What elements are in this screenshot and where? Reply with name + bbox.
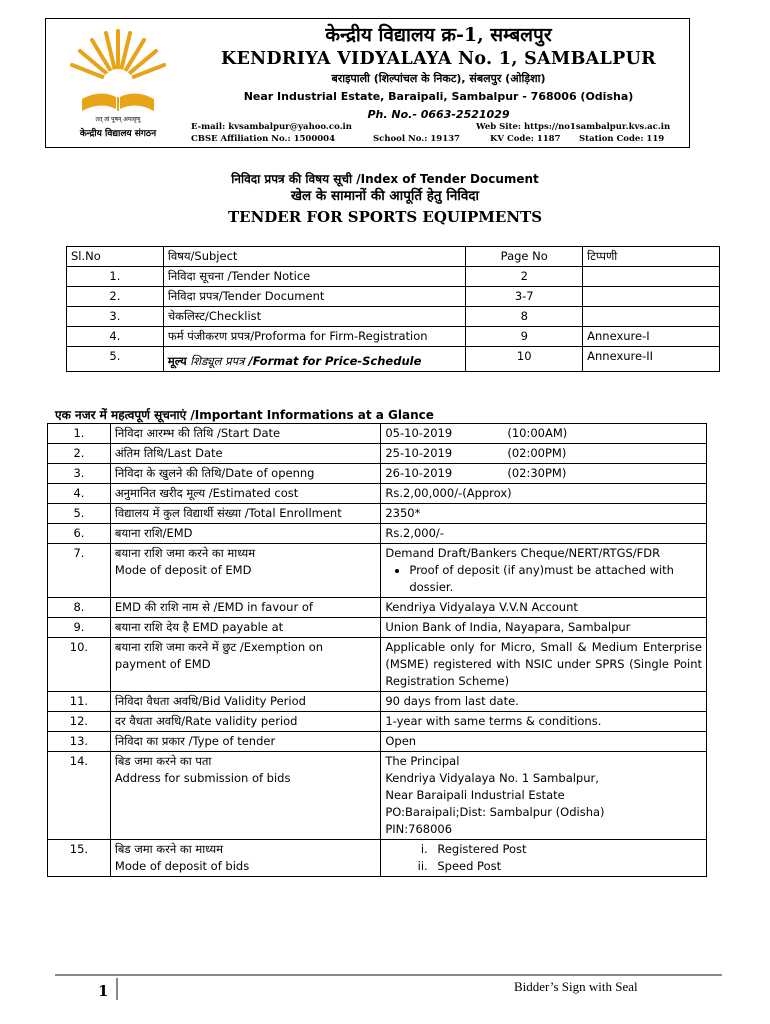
last-date: 25-10-2019: [385, 446, 453, 460]
header-subject: विषय/Subject: [163, 247, 466, 267]
table-row: [48, 544, 707, 598]
row-subject: [163, 347, 466, 372]
glance-table: [47, 423, 707, 877]
list-item: i. Registered Post: [431, 841, 702, 858]
school-phone: Ph. No.- 0663-2521029: [367, 108, 510, 121]
row-number: 13.: [48, 732, 111, 752]
label-hindi: बयाना राशि जमा करने का माध्यम: [114, 546, 256, 560]
row-label: बयाना राशि देय है EMD payable at: [110, 618, 380, 638]
footer-divider: [55, 974, 722, 976]
table-row: [48, 524, 707, 544]
bidder-signature-label: Bidder’s Sign with Seal: [514, 979, 638, 994]
row-number: 6.: [48, 524, 111, 544]
opening-time: (02:30PM): [507, 466, 567, 480]
subject-format: /Format for Price-Schedule: [244, 354, 422, 368]
row-value: [381, 444, 707, 464]
page-number-divider: [116, 978, 118, 1000]
row-number: 5.: [48, 504, 111, 524]
address-line: Near Baraipali Industrial Estate: [385, 788, 565, 802]
table-row: [48, 840, 707, 877]
school-hindi-address: बराइपाली (शिल्पांचल के निकट), संबलपुर (ओड़िशा): [331, 72, 546, 85]
index-heading: निविदा प्रपत्र की विषय सूची /Index of Tender Document: [231, 172, 539, 186]
school-english-address: Near Industrial Estate, Baraipali, Sambalpur - 768006 (Odisha): [243, 90, 634, 103]
opening-date: 26-10-2019: [385, 466, 453, 480]
emd-modes: Demand Draft/Bankers Cheque/NERT/RTGS/FDR: [385, 546, 661, 560]
school-english-title: KENDRIYA VIDYALAYA No. 1, SAMBALPUR: [220, 49, 657, 69]
letterhead: [45, 18, 690, 148]
row-label: [110, 752, 380, 840]
label-english: Mode of deposit of bids: [114, 859, 250, 873]
address-line: Kendriya Vidyalaya No. 1 Sambalpur,: [385, 771, 599, 785]
table-row: [48, 712, 707, 732]
row-value: [381, 544, 707, 598]
start-date: 05-10-2019: [385, 426, 453, 440]
row-number: 3.: [67, 307, 164, 327]
row-label: अनुमानित खरीद मूल्य /Estimated cost: [110, 484, 380, 504]
row-label: निविदा वैधता अवधि/Bid Validity Period: [110, 692, 380, 712]
row-label: निविदा का प्रकार /Type of tender: [110, 732, 380, 752]
address-line: The Principal: [385, 754, 460, 768]
row-subject: निविदा प्रपत्र/Tender Document: [163, 287, 466, 307]
row-value: Rs.2,00,000/-(Approx): [381, 484, 707, 504]
row-value: Open: [381, 732, 707, 752]
table-row: [48, 598, 707, 618]
row-value: [381, 424, 707, 444]
row-number: 3.: [48, 464, 111, 484]
table-row: [48, 752, 707, 840]
table-row: [48, 504, 707, 524]
table-row: [48, 618, 707, 638]
address-line: PO:Baraipali;Dist: Sambalpur (Odisha): [385, 805, 605, 819]
row-number: 1.: [48, 424, 111, 444]
start-time: (10:00AM): [507, 426, 568, 440]
row-number: 8.: [48, 598, 111, 618]
row-label: विद्यालय में कुल विद्यार्थी संख्या /Total Enrollment: [110, 504, 380, 524]
table-row: [48, 464, 707, 484]
row-label: निविदा आरम्भ की तिथि /Start Date: [110, 424, 380, 444]
kvs-logo-icon: [52, 25, 184, 143]
last-time: (02:00PM): [507, 446, 567, 460]
row-number: 14.: [48, 752, 111, 840]
row-remark: [583, 287, 720, 307]
table-row: [48, 638, 707, 692]
row-subject: चेकलिस्ट/Checklist: [163, 307, 466, 327]
row-subject: फर्म पंजीकरण प्रपत्र/Proforma for Firm-Registration: [163, 327, 466, 347]
row-value: Kendriya Vidyalaya V.V.N Account: [381, 598, 707, 618]
subject-price: मूल्य: [167, 354, 187, 368]
row-number: 10.: [48, 638, 111, 692]
subject-schedule: शिड्यूल प्रपत्र: [186, 354, 245, 368]
row-number: 4.: [67, 327, 164, 347]
table-row: [48, 444, 707, 464]
row-remark: Annexure-I: [583, 327, 720, 347]
table-row: [67, 307, 720, 327]
school-website: Web Site: https://no1sambalpur.kvs.ac.in: [476, 122, 671, 132]
row-number: 7.: [48, 544, 111, 598]
row-label: अंतिम तिथि/Last Date: [110, 444, 380, 464]
row-page: 10: [466, 347, 583, 372]
page-number: 1: [98, 982, 109, 1000]
kv-code: KV Code: 1187: [490, 134, 561, 144]
station-code: Station Code: 119: [579, 134, 665, 144]
row-label: दर वैधता अवधि/Rate validity period: [110, 712, 380, 732]
table-row: [48, 692, 707, 712]
logo-caption: केन्द्रीय विद्यालय संगठन: [79, 129, 157, 139]
row-value: Rs.2,000/-: [381, 524, 707, 544]
row-remark: [583, 307, 720, 327]
row-page: 9: [466, 327, 583, 347]
table-row: [48, 424, 707, 444]
cbse-affiliation: CBSE Affiliation No.: 1500004: [191, 134, 336, 144]
glance-title: एक नजर में महत्वपूर्ण सूचनाएं /Important Informations at a Glance: [55, 408, 434, 422]
label-hindi: बिड जमा करने का माध्यम: [114, 842, 224, 856]
row-subject: निविदा सूचना /Tender Notice: [163, 267, 466, 287]
table-row: [48, 732, 707, 752]
table-row: [67, 267, 720, 287]
row-number: 4.: [48, 484, 111, 504]
row-page: 3-7: [466, 287, 583, 307]
row-label: बयाना राशि/EMD: [110, 524, 380, 544]
row-value: 90 days from last date.: [381, 692, 707, 712]
row-number: 9.: [48, 618, 111, 638]
label-english: Mode of deposit of EMD: [114, 563, 252, 577]
row-number: 2.: [48, 444, 111, 464]
row-number: 12.: [48, 712, 111, 732]
row-label: [110, 840, 380, 877]
table-row: [48, 484, 707, 504]
index-header-row: [67, 247, 720, 267]
row-label: [110, 544, 380, 598]
row-page: 2: [466, 267, 583, 287]
label-hindi: बिड जमा करने का पता: [114, 754, 212, 768]
row-number: 11.: [48, 692, 111, 712]
header-slno: Sl.No: [67, 247, 164, 267]
row-value: [381, 840, 707, 877]
row-value: [381, 464, 707, 484]
header-remark: टिप्पणी: [583, 247, 720, 267]
row-remark: [583, 267, 720, 287]
row-label: EMD की राशि नाम से /EMD in favour of: [110, 598, 380, 618]
row-value: 1-year with same terms & conditions.: [381, 712, 707, 732]
row-number: 15.: [48, 840, 111, 877]
row-page: 8: [466, 307, 583, 327]
row-value: Applicable only for Micro, Small & Medium Enterprise (MSME) registered with NSIC under SPRS (Single Point Registration Scheme): [381, 638, 707, 692]
address-line: PIN:768006: [385, 822, 453, 836]
school-number: School No.: 19137: [373, 134, 460, 144]
row-number: 5.: [67, 347, 164, 372]
school-hindi-title: केन्द्रीय विद्यालय क्र-1, सम्बलपुर: [325, 24, 552, 46]
table-row: [67, 287, 720, 307]
header-page: Page No: [466, 247, 583, 267]
index-table: [66, 246, 720, 372]
english-tender-heading: TENDER FOR SPORTS EQUIPMENTS: [227, 208, 543, 226]
table-row: [67, 347, 720, 372]
row-number: 2.: [67, 287, 164, 307]
row-number: 1.: [67, 267, 164, 287]
row-value: [381, 752, 707, 840]
list-item: • Proof of deposit (if any)must be attached with dossier.: [409, 562, 702, 596]
row-value: 2350*: [381, 504, 707, 524]
label-english: Address for submission of bids: [114, 771, 291, 785]
list-item: ii. Speed Post: [431, 858, 702, 875]
logo-motto: तत् त्वं पूषन् अपावृणु: [95, 116, 141, 123]
school-email: E-mail: kvsambalpur@yahoo.co.in: [191, 122, 352, 132]
table-row: [67, 327, 720, 347]
hindi-tender-heading: खेल के सामानों की आपूर्ति हेतु निविदा: [291, 188, 479, 204]
row-value: Union Bank of India, Nayapara, Sambalpur: [381, 618, 707, 638]
row-remark: Annexure-II: [583, 347, 720, 372]
row-label: बयाना राशि जमा करने में छुट /Exemption on payment of EMD: [110, 638, 380, 692]
row-label: निविदा के खुलने की तिथि/Date of openng: [110, 464, 380, 484]
